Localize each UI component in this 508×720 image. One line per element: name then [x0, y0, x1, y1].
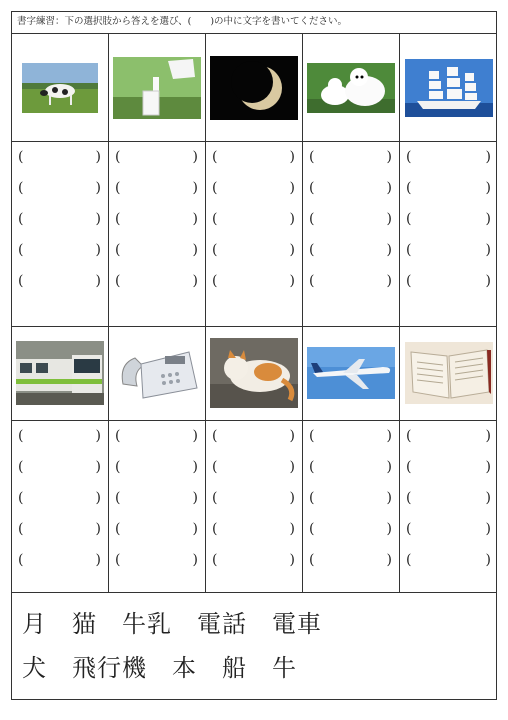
- open-paren: (: [309, 211, 315, 227]
- answer-blank[interactable]: [404, 550, 494, 570]
- open-paren: (: [212, 273, 218, 289]
- close-paren: ): [192, 521, 198, 537]
- picture-cell-milk: [109, 34, 206, 141]
- answer-blank[interactable]: [16, 147, 104, 167]
- answer-row-2: [12, 420, 496, 593]
- open-paren: (: [212, 211, 218, 227]
- open-paren: (: [406, 428, 412, 444]
- open-paren: (: [18, 211, 24, 227]
- answer-blank[interactable]: [16, 519, 104, 539]
- close-paren: ): [95, 428, 101, 444]
- close-paren: ): [192, 459, 198, 475]
- close-paren: ): [192, 211, 198, 227]
- open-paren: (: [406, 273, 412, 289]
- answer-blank[interactable]: [113, 457, 201, 477]
- open-paren: (: [406, 211, 412, 227]
- close-paren: ): [386, 552, 392, 568]
- answer-cell: [303, 420, 400, 592]
- worksheet: [11, 11, 497, 700]
- close-paren: ): [485, 459, 491, 475]
- close-paren: ): [289, 552, 295, 568]
- open-paren: (: [309, 428, 315, 444]
- answer-blank[interactable]: [210, 147, 298, 167]
- open-paren: (: [309, 459, 315, 475]
- answer-cell: [12, 141, 109, 326]
- close-paren: ): [95, 242, 101, 258]
- answer-blank[interactable]: [113, 519, 201, 539]
- open-paren: (: [406, 459, 412, 475]
- answer-blank[interactable]: [113, 488, 201, 508]
- answer-blank[interactable]: [404, 457, 494, 477]
- open-paren: (: [406, 552, 412, 568]
- open-paren: (: [18, 428, 24, 444]
- answer-blank[interactable]: [210, 488, 298, 508]
- open-paren: (: [309, 149, 315, 165]
- answer-cell: [400, 420, 498, 592]
- open-paren: (: [18, 521, 24, 537]
- answer-blank[interactable]: [210, 457, 298, 477]
- answer-row-1: [12, 141, 496, 327]
- open-paren: (: [309, 180, 315, 196]
- picture-cell-cat: [206, 326, 303, 420]
- answer-blank[interactable]: [210, 209, 298, 229]
- answer-blank[interactable]: [113, 178, 201, 198]
- answer-blank[interactable]: [210, 178, 298, 198]
- open-paren: (: [212, 180, 218, 196]
- close-paren: ): [386, 211, 392, 227]
- open-paren: (: [212, 521, 218, 537]
- open-paren: (: [115, 552, 121, 568]
- close-paren: ): [386, 521, 392, 537]
- close-paren: ): [386, 428, 392, 444]
- close-paren: ): [485, 273, 491, 289]
- open-paren: (: [115, 428, 121, 444]
- answer-blank[interactable]: [113, 426, 201, 446]
- close-paren: ): [192, 428, 198, 444]
- close-paren: ): [386, 242, 392, 258]
- answer-blank[interactable]: [404, 519, 494, 539]
- answer-blank[interactable]: [210, 426, 298, 446]
- open-paren: (: [18, 552, 24, 568]
- open-paren: (: [212, 242, 218, 258]
- answer-blank[interactable]: [307, 457, 395, 477]
- close-paren: ): [386, 459, 392, 475]
- picture-cell-telephone: [109, 326, 206, 420]
- close-paren: ): [95, 521, 101, 537]
- answer-blank[interactable]: [210, 550, 298, 570]
- close-paren: ): [485, 521, 491, 537]
- answer-blank[interactable]: [113, 271, 201, 291]
- answer-blank[interactable]: [16, 457, 104, 477]
- open-paren: (: [212, 552, 218, 568]
- close-paren: ): [485, 180, 491, 196]
- answer-blank[interactable]: [16, 240, 104, 260]
- answer-cell: [400, 141, 498, 326]
- open-paren: (: [309, 552, 315, 568]
- answer-blank[interactable]: [210, 240, 298, 260]
- answer-blank[interactable]: [16, 426, 104, 446]
- answer-blank[interactable]: [16, 178, 104, 198]
- word-bank: [12, 592, 496, 699]
- close-paren: ): [289, 211, 295, 227]
- open-paren: (: [406, 180, 412, 196]
- open-paren: (: [18, 180, 24, 196]
- close-paren: ): [289, 521, 295, 537]
- answer-blank[interactable]: [113, 240, 201, 260]
- answer-blank[interactable]: [210, 271, 298, 291]
- picture-cell-book: [400, 326, 498, 420]
- answer-blank[interactable]: [307, 519, 395, 539]
- answer-blank[interactable]: [307, 240, 395, 260]
- close-paren: ): [192, 242, 198, 258]
- white-dogs-picture: [307, 63, 395, 113]
- answer-cell: [109, 420, 206, 592]
- open-paren: (: [115, 180, 121, 196]
- picture-row-1: [12, 34, 496, 142]
- open-paren: (: [18, 490, 24, 506]
- answer-blank[interactable]: [404, 209, 494, 229]
- answer-blank[interactable]: [307, 550, 395, 570]
- answer-cell: [303, 141, 400, 326]
- picture-cell-moon: [206, 34, 303, 141]
- answer-cell: [109, 141, 206, 326]
- open-paren: (: [18, 149, 24, 165]
- cow-picture: [22, 63, 98, 113]
- close-paren: ): [289, 242, 295, 258]
- close-paren: ): [192, 490, 198, 506]
- close-paren: ): [386, 490, 392, 506]
- close-paren: ): [289, 180, 295, 196]
- open-paren: (: [212, 149, 218, 165]
- answer-blank[interactable]: [404, 271, 494, 291]
- close-paren: ): [192, 149, 198, 165]
- answer-cell: [206, 141, 303, 326]
- answer-blank[interactable]: [210, 519, 298, 539]
- answer-blank[interactable]: [113, 209, 201, 229]
- telephone-picture: [113, 344, 201, 402]
- open-paren: (: [212, 490, 218, 506]
- open-book-picture: [405, 342, 493, 404]
- open-paren: (: [406, 242, 412, 258]
- answer-blank[interactable]: [113, 550, 201, 570]
- close-paren: ): [95, 552, 101, 568]
- close-paren: ): [192, 180, 198, 196]
- open-paren: (: [115, 242, 121, 258]
- open-paren: (: [115, 273, 121, 289]
- open-paren: (: [309, 273, 315, 289]
- open-paren: (: [115, 149, 121, 165]
- picture-row-2: [12, 326, 496, 421]
- close-paren: ): [192, 273, 198, 289]
- cat-picture: [210, 338, 298, 408]
- open-paren: (: [212, 459, 218, 475]
- close-paren: ): [485, 211, 491, 227]
- close-paren: ): [289, 459, 295, 475]
- airplane-picture: [307, 347, 395, 399]
- answer-blank[interactable]: [16, 550, 104, 570]
- answer-blank[interactable]: [307, 147, 395, 167]
- answer-blank[interactable]: [404, 426, 494, 446]
- instruction-text: 書字練習：下の選択肢から答えを選び、( )の中に文字を書いてください。: [12, 12, 496, 34]
- close-paren: ): [485, 428, 491, 444]
- open-paren: (: [406, 490, 412, 506]
- open-paren: (: [309, 521, 315, 537]
- answer-cell: [206, 420, 303, 592]
- close-paren: ): [95, 490, 101, 506]
- close-paren: ): [289, 428, 295, 444]
- open-paren: (: [18, 273, 24, 289]
- picture-cell-airplane: [303, 326, 400, 420]
- open-paren: (: [115, 521, 121, 537]
- answer-blank[interactable]: [307, 426, 395, 446]
- open-paren: (: [309, 490, 315, 506]
- open-paren: (: [212, 428, 218, 444]
- close-paren: ): [485, 149, 491, 165]
- close-paren: ): [289, 490, 295, 506]
- close-paren: ): [95, 180, 101, 196]
- answer-blank[interactable]: [307, 271, 395, 291]
- answer-blank[interactable]: [307, 178, 395, 198]
- train-picture: [16, 341, 104, 405]
- answer-blank[interactable]: [16, 271, 104, 291]
- open-paren: (: [18, 242, 24, 258]
- close-paren: ): [95, 273, 101, 289]
- close-paren: ): [386, 180, 392, 196]
- answer-blank[interactable]: [404, 488, 494, 508]
- close-paren: ): [485, 490, 491, 506]
- open-paren: (: [406, 149, 412, 165]
- picture-cell-cow: [12, 34, 109, 141]
- answer-blank[interactable]: [404, 178, 494, 198]
- answer-cell: [12, 420, 109, 592]
- sailing-ship-picture: [405, 59, 493, 117]
- open-paren: (: [115, 459, 121, 475]
- word-bank-line-1: 月 猫 牛乳 電話 電車: [22, 610, 322, 638]
- open-paren: (: [18, 459, 24, 475]
- close-paren: ): [485, 242, 491, 258]
- answer-blank[interactable]: [307, 209, 395, 229]
- word-bank-line-2: 犬 飛行機 本 船 牛: [22, 654, 297, 682]
- picture-cell-train: [12, 326, 109, 420]
- answer-blank[interactable]: [307, 488, 395, 508]
- answer-blank[interactable]: [113, 147, 201, 167]
- close-paren: ): [289, 273, 295, 289]
- open-paren: (: [309, 242, 315, 258]
- close-paren: ): [95, 459, 101, 475]
- close-paren: ): [386, 273, 392, 289]
- open-paren: (: [115, 211, 121, 227]
- close-paren: ): [386, 149, 392, 165]
- answer-blank[interactable]: [16, 209, 104, 229]
- answer-blank[interactable]: [404, 147, 494, 167]
- close-paren: ): [95, 149, 101, 165]
- open-paren: (: [115, 490, 121, 506]
- picture-cell-ship: [400, 34, 498, 141]
- close-paren: ): [485, 552, 491, 568]
- picture-cell-dog: [303, 34, 400, 141]
- answer-blank[interactable]: [16, 488, 104, 508]
- milk-pour-picture: [113, 57, 201, 119]
- answer-blank[interactable]: [404, 240, 494, 260]
- close-paren: ): [95, 211, 101, 227]
- close-paren: ): [289, 149, 295, 165]
- close-paren: ): [192, 552, 198, 568]
- crescent-moon-picture: [210, 56, 298, 120]
- open-paren: (: [406, 521, 412, 537]
